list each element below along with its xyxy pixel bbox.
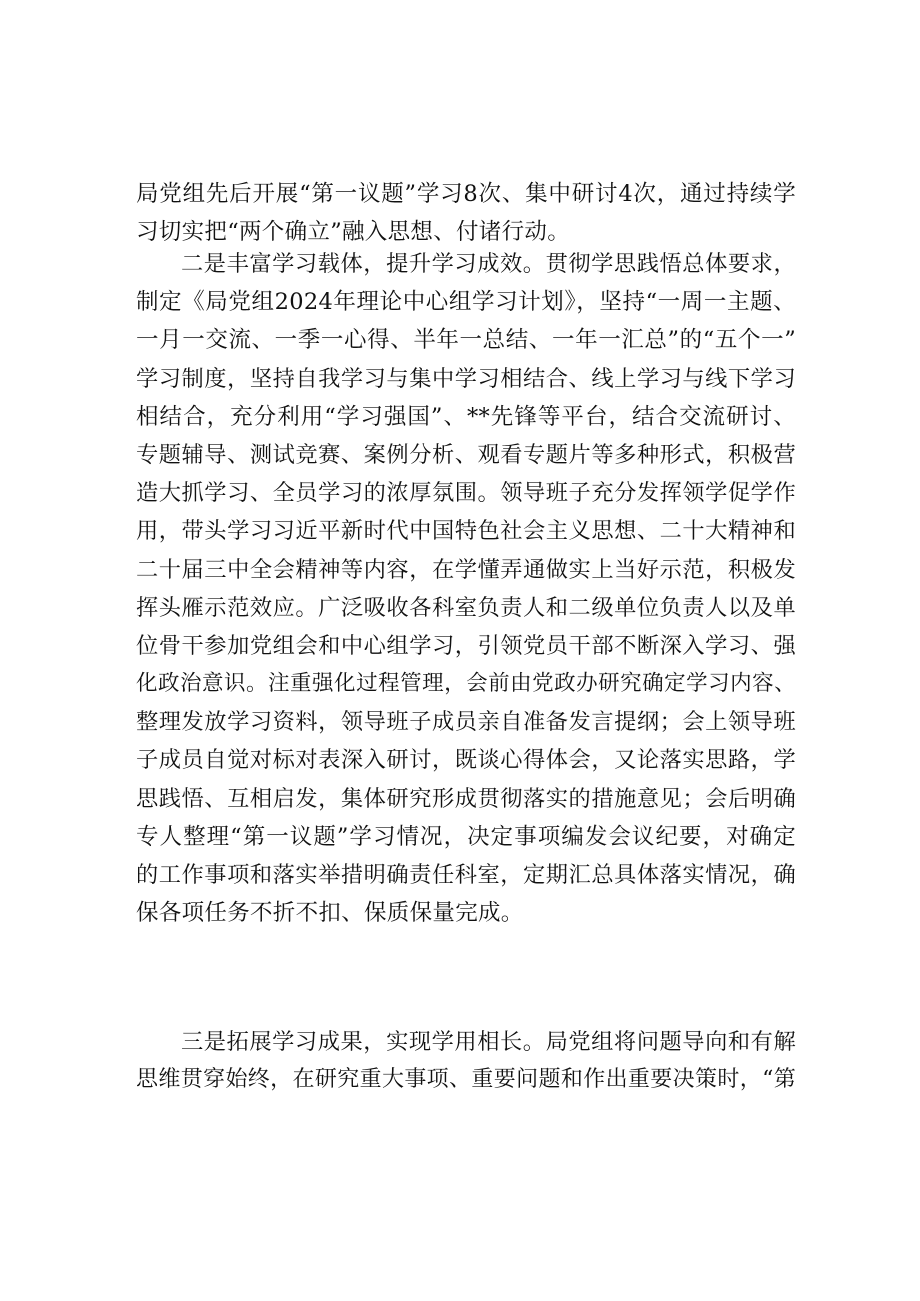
text-line: 相结合，充分利用“学习强国”、**先锋等平台，结合交流研讨、 xyxy=(136,403,796,430)
text-line: 二是丰富学习载体，提升学习成效。贯彻学思践悟总体要求， xyxy=(181,251,796,277)
text-line: 二十届三中全会精神等内容，在学懂弄通做实上当好示范，积极发 xyxy=(136,556,796,583)
text-line: 局党组先后开展“第一议题”学习8次、集中研讨4次，通过持续学 xyxy=(136,181,796,207)
paragraph-enrich-learning xyxy=(136,245,796,932)
text-line: 化政治意识。注重强化过程管理，会前由党政办研究确定学习内容、 xyxy=(136,671,796,697)
text-line: 用，带头学习习近平新时代中国特色社会主义思想、二十大精神和 xyxy=(136,518,796,545)
text-line: 专题辅导、测试竞赛、案例分析、观看专题片等多种形式，积极营 xyxy=(136,441,796,468)
text-line: 专人整理“第一议题”学习情况，决定事项编发会议纪要，对确定 xyxy=(136,823,796,850)
text-line: 位骨干参加党组会和中心组学习，引领党员干部不断深入学习、强 xyxy=(136,632,796,659)
text-line: 思维贯穿始终，在研究重大事项、重要问题和作出重要决策时，“第 xyxy=(136,1067,796,1093)
text-line: 思践悟、互相启发，集体研究形成贯彻落实的措施意见；会后明确 xyxy=(136,785,796,812)
text-line: 保各项任务不折不扣、保质保量完成。 xyxy=(136,900,524,927)
text-line: 挥头雁示范效应。广泛吸收各科室负责人和二级单位负责人以及单 xyxy=(136,594,796,621)
text-line: 的工作事项和落实举措明确责任科室，定期汇总具体落实情况，确 xyxy=(136,862,796,888)
text-line: 习切实把“两个确立”融入思想、付诸行动。 xyxy=(136,219,571,246)
text-line: 学习制度，坚持自我学习与集中学习相结合、线上学习与线下学习 xyxy=(136,365,796,392)
paragraph-expand-results xyxy=(136,1023,796,1099)
paragraph-continuation xyxy=(136,175,796,251)
text-line: 整理发放学习资料，领导班子成员亲自准备发言提纲；会上领导班 xyxy=(136,709,796,736)
text-line: 子成员自觉对标对表深入研讨，既谈心得体会，又论落实思路，学 xyxy=(136,747,796,774)
text-line: 一月一交流、一季一心得、半年一总结、一年一汇总”的“五个一” xyxy=(136,327,796,354)
text-line: 制定《局党组2024年理论中心组学习计划》，坚持“一周一主题、 xyxy=(136,289,796,316)
text-line: 三是拓展学习成果，实现学用相长。局党组将问题导向和有解 xyxy=(181,1029,796,1055)
text-line: 造大抓学习、全员学习的浓厚氛围。领导班子充分发挥领学促学作 xyxy=(136,480,796,507)
